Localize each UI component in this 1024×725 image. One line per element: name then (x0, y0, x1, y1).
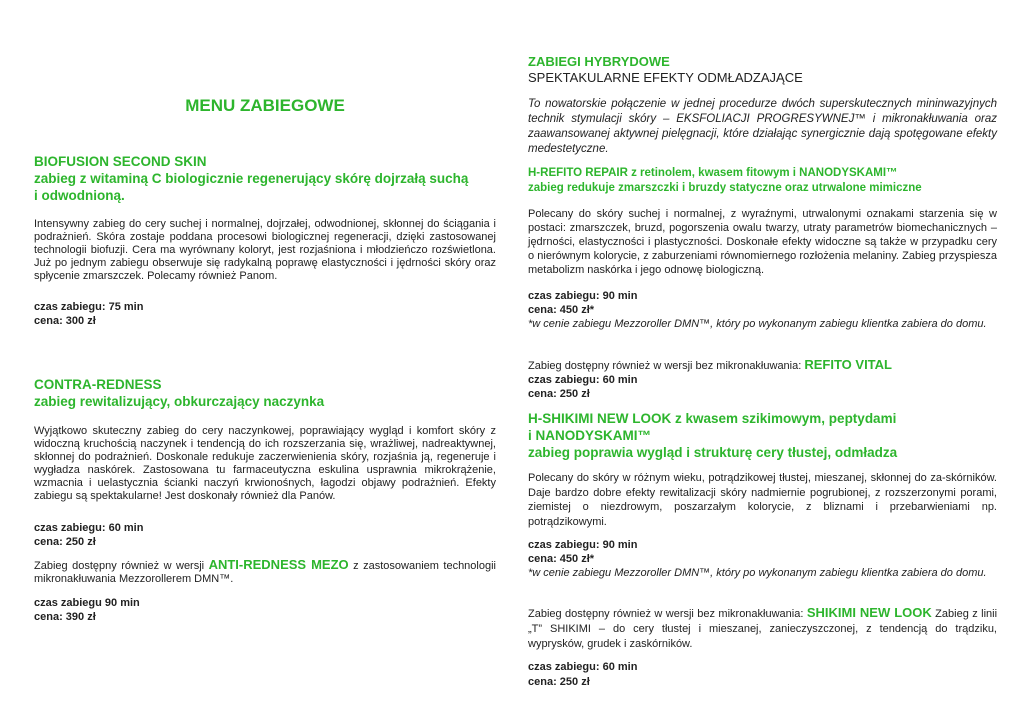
contra-time: czas zabiegu: 60 min (34, 522, 144, 534)
shikimi-variant-pre: Zabieg dostępny również w wersji bez mikronakłuwania: (528, 608, 804, 620)
contra-pricing (34, 521, 496, 549)
shikimi-section (528, 410, 997, 461)
shikimi-name-2: i NANODYSKAMI™ (528, 428, 652, 443)
shikimi-variant-name: SHIKIMI NEW LOOK (806, 605, 932, 620)
contra-subtitle: zabieg rewitalizujący, obkurczający naczynka (34, 394, 325, 409)
contra-name: CONTRA-REDNESS (34, 377, 162, 392)
shikimi-variant-pricing (528, 660, 997, 690)
hybrid-subtitle: SPEKTAKULARNE EFEKTY ODMŁADZAJĄCE (528, 70, 803, 85)
shikimi-name: H-SHIKIMI NEW LOOK z kwasem szikimowym, peptydami (528, 411, 897, 426)
contra-section (34, 376, 496, 410)
refito-note: *w cenie zabiegu Mezzoroller DMN™, który po wykonanym zabiegu klientka zabiera do domu. (528, 318, 987, 330)
hybrid-header (528, 54, 997, 86)
biofusion-subtitle: zabieg z witaminą C biologicznie regenerujący skórę dojrzałą suchą (34, 171, 469, 186)
contra-variant-name: ANTI-REDNESS MEZO (208, 557, 349, 572)
contra-variant-pre: Zabieg dostępny również w wersji (34, 560, 205, 572)
hybrid-title: ZABIEGI HYBRYDOWE (528, 54, 670, 69)
refito-time: czas zabiegu: 90 min (528, 290, 638, 302)
biofusion-subtitle-2: i odwodnioną. (34, 188, 125, 203)
contra-variant-post: z zastosowaniem technologii mikronakłuwania Mezzorollerem DMN™. (34, 560, 496, 585)
refito-price: cena: 450 zł* (528, 304, 595, 316)
refito-variant-time: czas zabiegu: 60 min (528, 374, 638, 386)
contra-variant-pricing (34, 596, 496, 624)
biofusion-pricing (34, 300, 496, 328)
shikimi-note: *w cenie zabiegu Mezzoroller DMN™, który po wykonanym zabiegu klientka zabiera do domu. (528, 567, 987, 579)
refito-name: H-REFITO REPAIR z retinolem, kwasem fitowym i NANODYSKAMI™ (528, 167, 898, 179)
shikimi-variant-post: Zabieg z linii „T” SHIKIMI – do cery tłustej i mieszanej, zanieczyszczonej, z tendencją do trądziku, wyprysków, grudek i zaskórników. (528, 608, 998, 650)
refito-variant-name: REFITO VITAL (804, 357, 892, 372)
page-title: MENU ZABIEGOWE (185, 96, 345, 115)
shikimi-subtitle: zabieg poprawia wygląd i strukturę cery tłustej, odmładza (528, 445, 898, 460)
biofusion-time: czas zabiegu: 75 min (34, 301, 144, 313)
contra-description: Wyjątkowo skuteczny zabieg do cery naczynkowej, poprawiający wygląd i komfort skóry z widoczną kruchością naczynek i tendencją do ich rozszerzania się, wrażliwej, nadreaktywnej, skłonnej do podrażnień. Doskonale redukuje zaczerwienienia skóry, rozjaśnia ją, regeneruje i wygładza naskórek. Zastosowana tu farmaceutyczna eskulina usprawnia mikrokrążenie, wzmacnia i uelastycznia ścianki naczyń krwionośnych, łagodzi objawy podrażnień. Efekty zabiegu są spektakularne! Jest doskonały również dla Panów. (34, 425, 496, 502)
shikimi-pricing (528, 538, 997, 580)
contra-price: cena: 250 zł (34, 536, 96, 548)
refito-section (528, 166, 997, 196)
refito-variant (528, 357, 997, 374)
shikimi-price: cena: 450 zł* (528, 553, 595, 565)
refito-variant-price: cena: 250 zł (528, 388, 590, 400)
hybrid-intro: To nowatorskie połączenie w jednej procedurze dwóch superskutecznych mininwazyjnych technik stymulacji skóry – EKSFOLIACJI PROGRESYWNEJ™ i mikronakłuwania oraz zaawansowanej aktywnej pielęgnacji, które działając synergicznie dają spotęgowane efekty medestetyczne. (528, 98, 997, 155)
refito-pricing (528, 289, 997, 331)
refito-subtitle: zabieg redukuje zmarszczki i bruzdy statyczne oraz utrwalone mimiczne (528, 182, 922, 194)
refito-variant-pre: Zabieg dostępny również w wersji bez mikronakłuwania: (528, 360, 802, 372)
shikimi-description: Polecany do skóry w różnym wieku, potrądzikowej tłustej, mieszanej, skłonnej do za-skórników. Daje bardzo dobre efekty rewitalizacji skóry nadmiernie pogrubionej, z rozszerzonymi porami, ziemistej o niezdrowym, poszarzałym kolorycie, z bliznami i przebarwieniami np. potrądzikowymi. (528, 472, 997, 528)
shikimi-variant-time: czas zabiegu: 60 min (528, 661, 638, 673)
contra-variant-time: czas zabiegu 90 min (34, 597, 140, 609)
shikimi-variant-price: cena: 250 zł (528, 676, 590, 688)
biofusion-description: Intensywny zabieg do cery suchej i normalnej, dojrzałej, odwodnionej, skłonnej do ściągania i podrażnień. Skóra zostaje poddana procesowi biologicznej regeneracji, dzięki zastosowanej technologii biofuzji. Cera ma wyrównany koloryt, jest rozjaśniona i młodzieńczo rozświetlona. Już po jednym zabiegu obserwuje się radykalną poprawę elastyczności i jędrności skóry oraz spłycenie zmarszczek. Polecamy również Panom. (34, 218, 496, 282)
shikimi-variant (528, 605, 997, 652)
refito-description: Polecany do skóry suchej i normalnej, z wyraźnymi, utrwalonymi oznakami starzenia się w postaci: zmarszczek, bruzd, pogorszenia owalu twarzy, utraty parametrów biomechanicznych – jędrności, elastyczności i plastyczności. Doskonałe efekty widoczne są także w przypadku cery o nierównym kolorycie, z zaburzeniami równomiernego rozłożenia melaniny. Zabieg przyspiesza metabolizm naskórka i jego odnowę biologiczną. (528, 208, 997, 276)
contra-variant (34, 558, 496, 586)
shikimi-time: czas zabiegu: 90 min (528, 539, 638, 551)
contra-variant-price: cena: 390 zł (34, 611, 96, 623)
refito-variant-pricing (528, 373, 997, 401)
biofusion-price: cena: 300 zł (34, 315, 96, 327)
biofusion-section (34, 153, 496, 204)
biofusion-name: BIOFUSION SECOND SKIN (34, 154, 207, 169)
